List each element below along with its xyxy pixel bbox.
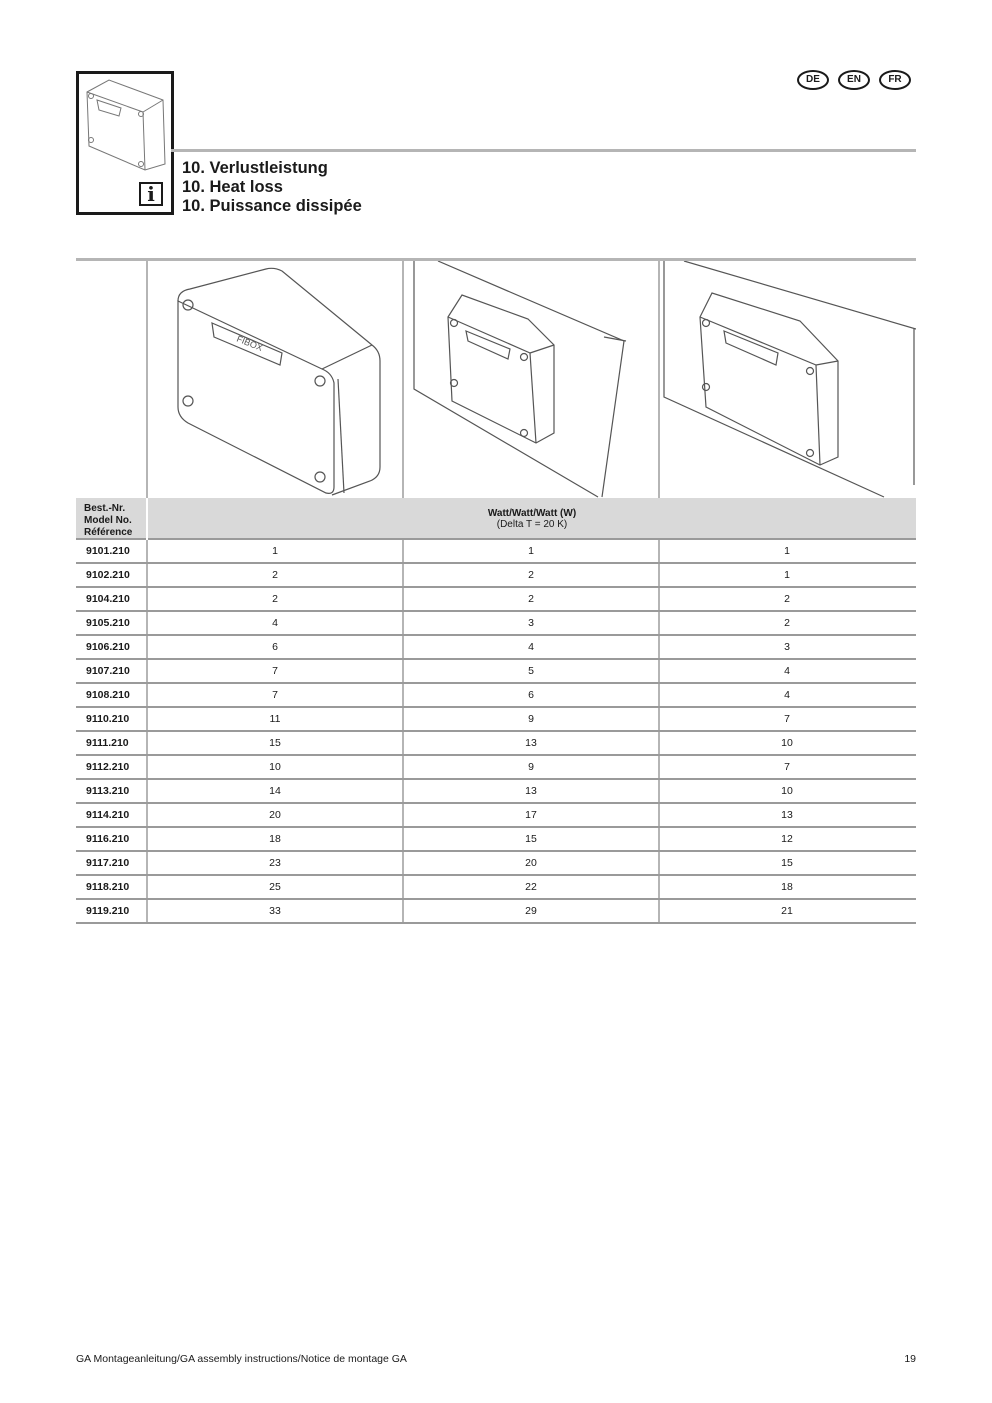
title-de: 10. Verlustleistung — [182, 159, 328, 177]
table-row — [76, 756, 916, 780]
mounting-figures — [76, 258, 916, 498]
heat-loss-value: 9 — [528, 713, 534, 725]
heat-loss-value: 13 — [525, 785, 537, 797]
heat-loss-value: 3 — [528, 617, 534, 629]
value-column-header — [148, 508, 916, 530]
heat-loss-value: 1 — [528, 545, 534, 557]
page-footer — [76, 1353, 916, 1366]
language-badge-fr[interactable]: FR — [879, 70, 911, 90]
heat-loss-value: 23 — [269, 857, 281, 869]
heat-loss-value: 3 — [784, 641, 790, 653]
table-row — [76, 564, 916, 588]
model-number: 9104.210 — [86, 593, 130, 605]
heat-loss-value: 20 — [525, 857, 537, 869]
table-row — [76, 780, 916, 804]
heat-loss-value: 22 — [525, 881, 537, 893]
heat-loss-value: 13 — [525, 737, 537, 749]
heat-loss-value: 25 — [269, 881, 281, 893]
heat-loss-value: 2 — [272, 593, 278, 605]
table-row — [76, 636, 916, 660]
page-number: 19 — [904, 1353, 916, 1365]
model-number: 9106.210 — [86, 641, 130, 653]
table-row — [76, 900, 916, 924]
model-number: 9108.210 — [86, 689, 130, 701]
heat-loss-value: 2 — [528, 593, 534, 605]
heat-loss-value: 10 — [269, 761, 281, 773]
model-number: 9107.210 — [86, 665, 130, 677]
heat-loss-value: 6 — [272, 641, 278, 653]
language-badge-en[interactable]: EN — [838, 70, 870, 90]
heat-loss-value: 7 — [784, 761, 790, 773]
svg-text:FIBOX: FIBOX — [235, 333, 265, 353]
model-number: 9102.210 — [86, 569, 130, 581]
title-fr: 10. Puissance dissipée — [182, 197, 362, 215]
heat-loss-value: 1 — [784, 569, 790, 581]
model-column-header: Best.-Nr. Model No. Référence — [84, 503, 133, 538]
language-badges — [797, 70, 911, 90]
model-number: 9101.210 — [86, 545, 130, 557]
table-row — [76, 708, 916, 732]
heat-loss-value: 21 — [781, 905, 793, 917]
model-number: 9110.210 — [86, 713, 130, 725]
heat-loss-value: 10 — [781, 785, 793, 797]
table-row — [76, 876, 916, 900]
figure-recessed — [658, 261, 916, 498]
table-row — [76, 684, 916, 708]
heat-loss-value: 2 — [784, 617, 790, 629]
heat-loss-value: 18 — [269, 833, 281, 845]
enclosure-wall-mounted-icon — [404, 261, 658, 498]
table-row — [76, 540, 916, 564]
model-number: 9118.210 — [86, 881, 130, 893]
table-row — [76, 588, 916, 612]
heat-loss-value: 14 — [269, 785, 281, 797]
language-badge-de[interactable]: DE — [797, 70, 829, 90]
model-number: 9119.210 — [86, 905, 130, 917]
table-row — [76, 660, 916, 684]
heat-loss-value: 12 — [781, 833, 793, 845]
heat-loss-value: 2 — [272, 569, 278, 581]
table-row — [76, 852, 916, 876]
heat-loss-value: 1 — [272, 545, 278, 557]
heat-loss-value: 10 — [781, 737, 793, 749]
table-row — [76, 732, 916, 756]
heat-loss-value: 2 — [784, 593, 790, 605]
footer-text: GA Montageanleitung/GA assembly instructions/Notice de montage GA — [76, 1353, 407, 1365]
model-number: 9112.210 — [86, 761, 130, 773]
heat-loss-value: 15 — [525, 833, 537, 845]
heat-loss-value: 4 — [784, 665, 790, 677]
model-number: 9105.210 — [86, 617, 130, 629]
heat-loss-value: 7 — [272, 665, 278, 677]
model-number: 9116.210 — [86, 833, 130, 845]
enclosure-freestanding-icon — [148, 261, 402, 498]
heat-loss-value: 2 — [528, 569, 534, 581]
model-number: 9117.210 — [86, 857, 130, 869]
heat-loss-value: 11 — [269, 713, 281, 725]
heat-loss-value: 29 — [525, 905, 537, 917]
figure-wall-mounted — [402, 261, 658, 498]
heat-loss-value: 7 — [784, 713, 790, 725]
table-row — [76, 804, 916, 828]
heat-loss-value: 4 — [528, 641, 534, 653]
enclosure-recessed-icon — [660, 261, 916, 498]
info-icon: i — [139, 182, 163, 206]
heat-loss-value: 13 — [781, 809, 793, 821]
heat-loss-value: 5 — [528, 665, 534, 677]
heat-loss-value: 1 — [784, 545, 790, 557]
value-header-subtitle: (Delta T = 20 K) — [496, 519, 568, 530]
section-title — [182, 159, 362, 216]
section-thumbnail — [76, 71, 174, 215]
value-header-title: Watt/Watt/Watt (W) — [487, 508, 577, 519]
heat-loss-value: 20 — [269, 809, 281, 821]
figure-freestanding — [146, 261, 402, 498]
header-divider — [171, 149, 916, 152]
model-number: 9113.210 — [86, 785, 130, 797]
table-row — [76, 612, 916, 636]
heat-loss-value: 15 — [781, 857, 793, 869]
heat-loss-value: 33 — [269, 905, 281, 917]
model-number: 9114.210 — [86, 809, 130, 821]
heat-loss-value: 4 — [784, 689, 790, 701]
table-header — [76, 498, 916, 540]
heat-loss-value: 6 — [528, 689, 534, 701]
heat-loss-value: 7 — [272, 689, 278, 701]
heat-loss-value: 18 — [781, 881, 793, 893]
heat-loss-value: 17 — [525, 809, 537, 821]
table-row — [76, 828, 916, 852]
title-en: 10. Heat loss — [182, 178, 283, 196]
heat-loss-value: 15 — [269, 737, 281, 749]
heat-loss-value: 9 — [528, 761, 534, 773]
table-body — [76, 540, 916, 924]
heat-loss-table — [76, 498, 916, 924]
model-number: 9111.210 — [86, 737, 129, 749]
heat-loss-value: 4 — [272, 617, 278, 629]
